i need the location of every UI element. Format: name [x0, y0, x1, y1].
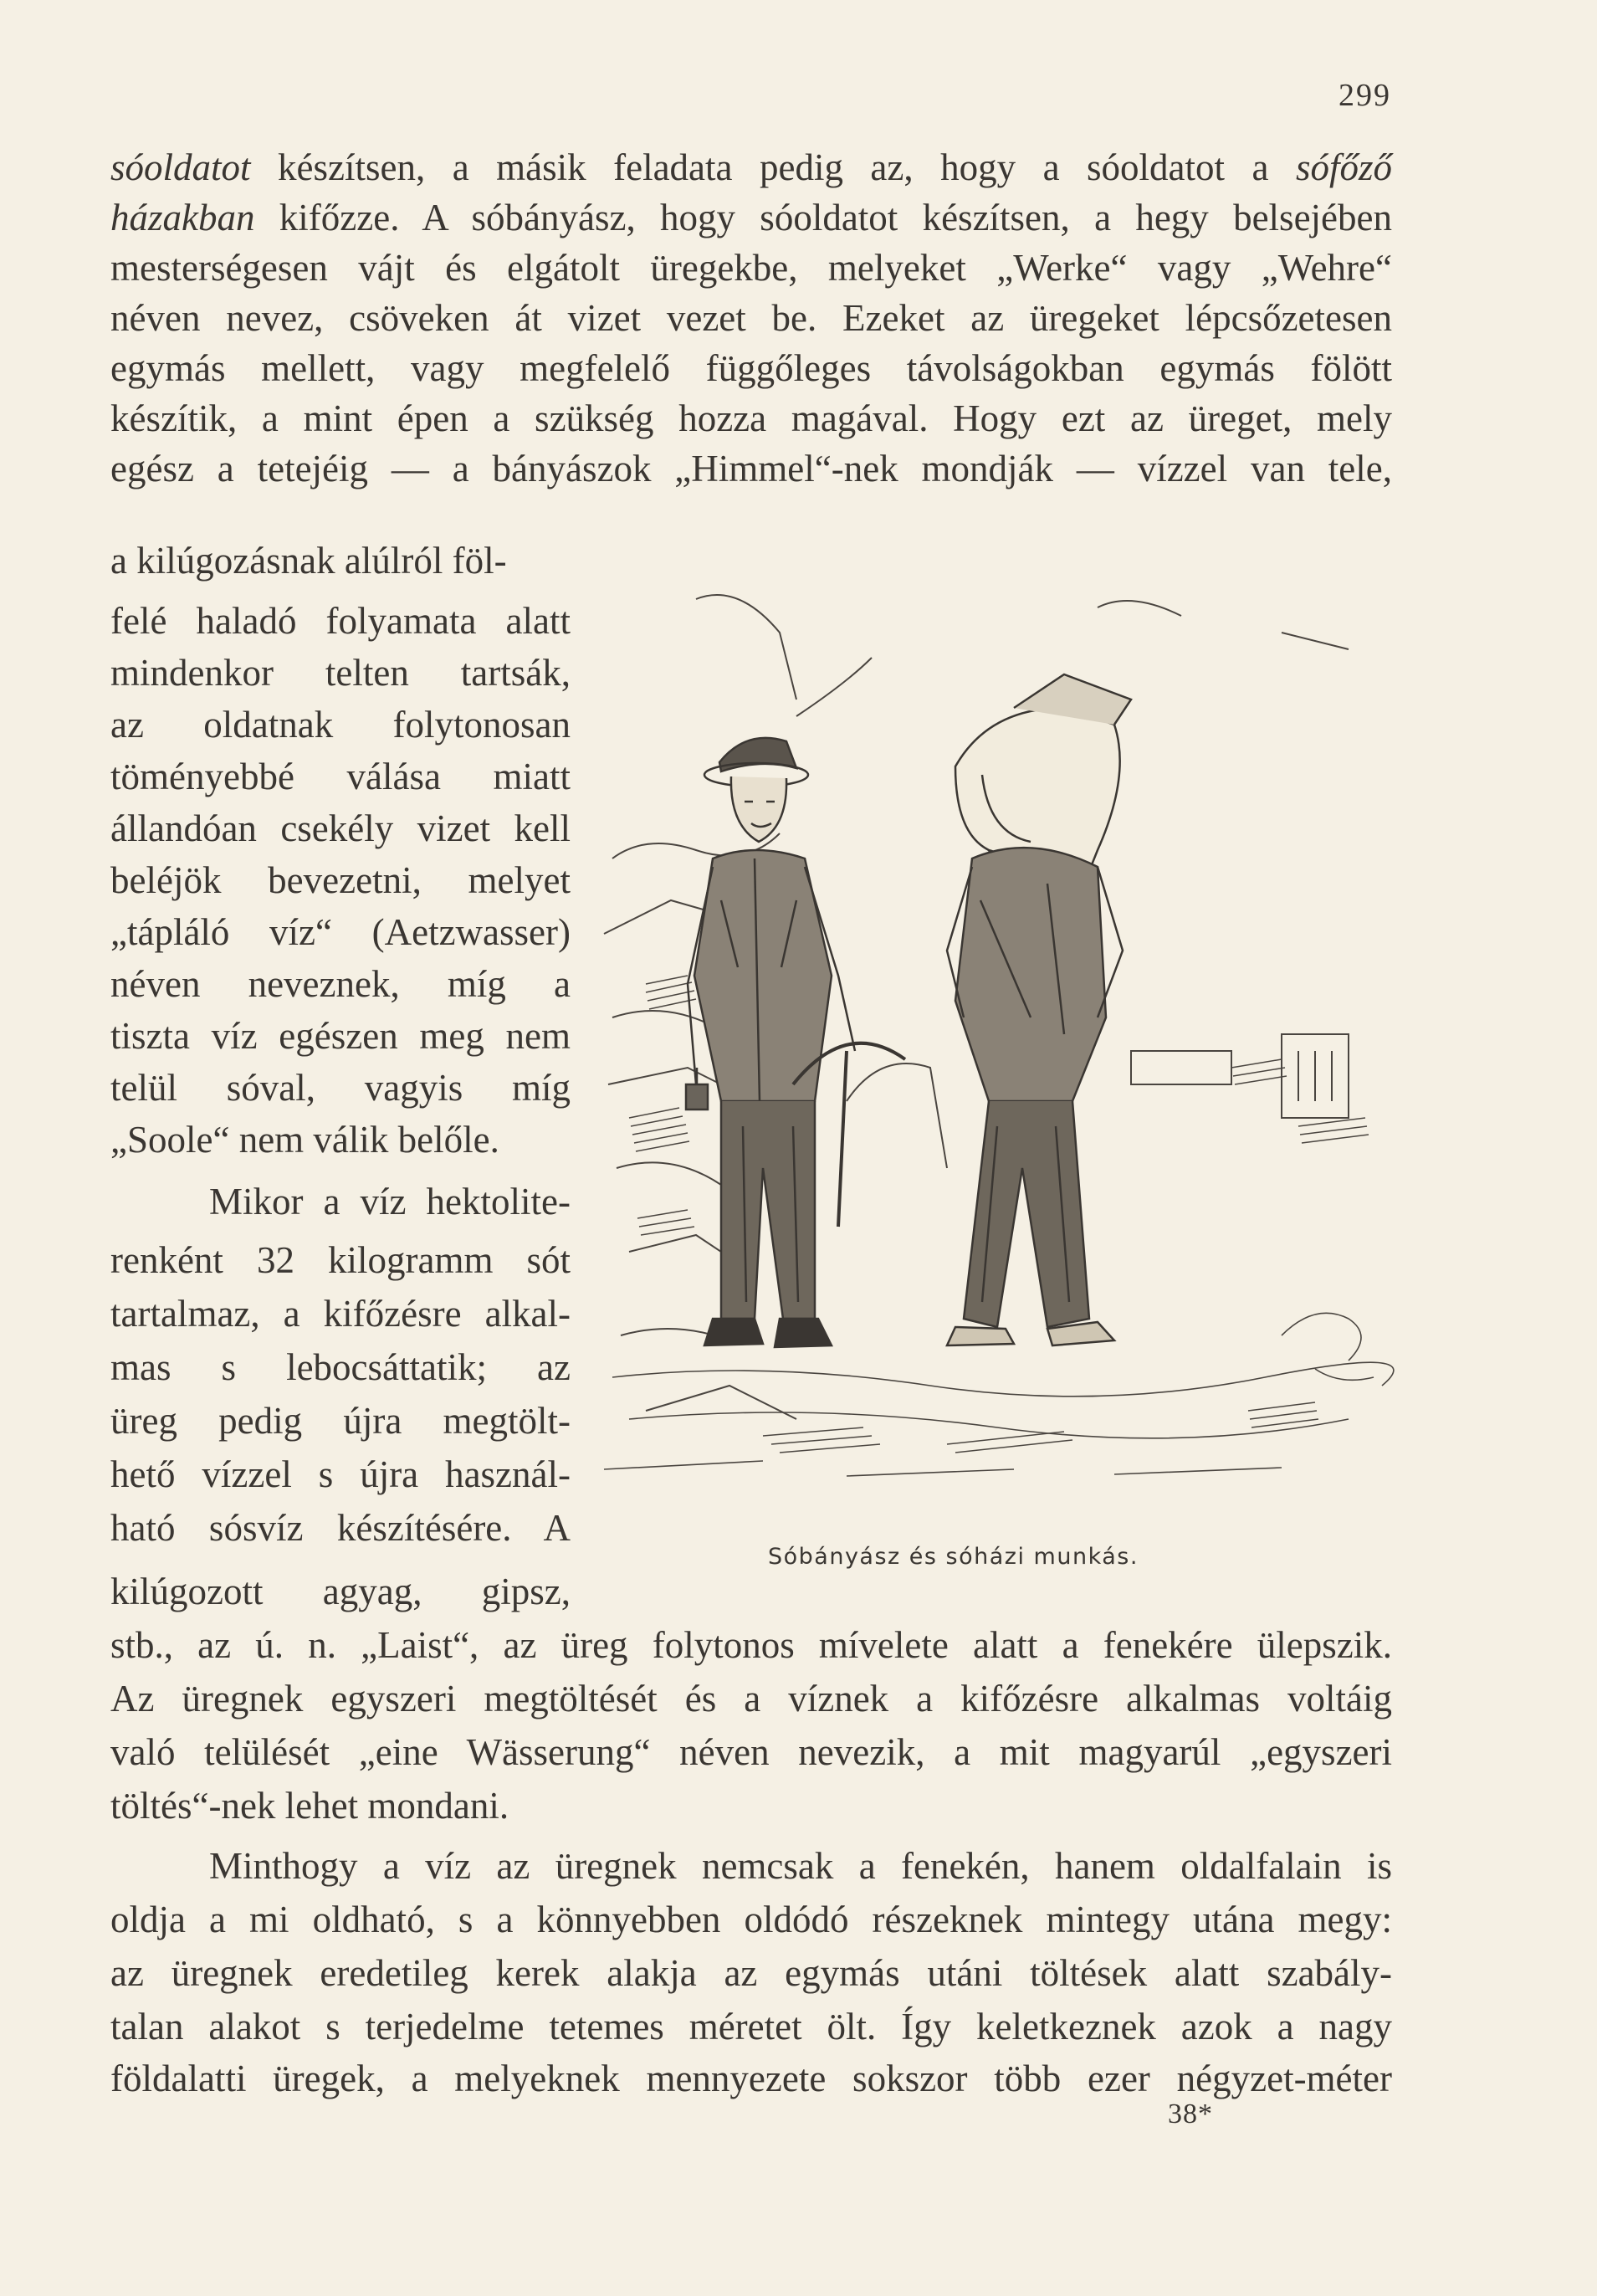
text-line: „Soole“ nem válik belőle.: [110, 1119, 499, 1161]
figure-caption: Sóbányász és sóházi munkás.: [768, 1544, 1139, 1570]
text-line: az oldatnak folytonosan: [110, 704, 571, 746]
text-line: beléjök bevezetni, melyet: [110, 859, 571, 901]
italic-term: házakban: [110, 197, 255, 238]
text-line: oldja a mi oldható, s a könnyebben oldódó részeknek mintegy utána megy:: [110, 1899, 1392, 1940]
text-line: néven neveznek, míg a: [110, 963, 571, 1005]
text-line: [110, 142, 1392, 192]
engraving-svg: [596, 582, 1399, 1511]
text-span: kifőzze. A sóbányász, hogy sóoldatot készítsen, a hegy belsejében: [254, 197, 1392, 238]
text-line: földalatti üregek, a melyeknek mennyezete sokszor több ezer négyzet-méter: [110, 2058, 1392, 2099]
text-line: telül sóval, vagyis míg: [110, 1067, 571, 1109]
illustration-miners: [596, 582, 1399, 1511]
text-line: tartalmaz, a kifőzésre alkal-: [110, 1293, 571, 1335]
text-line: stb., az ú. n. „Laist“, az üreg folytonos mívelete alatt a fenekére ülepszik.: [110, 1624, 1392, 1666]
text-line: kilúgozott agyag, gipsz,: [110, 1571, 571, 1612]
signature-mark: 38*: [1168, 2099, 1213, 2129]
text-line: [110, 192, 1392, 243]
text-line: mindenkor telten tartsák,: [110, 652, 571, 694]
text-line: Az üregnek egyszeri megtöltését és a víznek a kifőzésre alkalmas voltáig: [110, 1678, 1392, 1719]
text-line: mas s lebocsáttatik; az: [110, 1346, 571, 1388]
text-line: hető vízzel s újra használ-: [110, 1453, 571, 1495]
text-line: talan alakot s terjedelme tetemes méretet ölt. Így keletkeznek azok a nagy: [110, 2006, 1392, 2047]
text-line: néven nevez, csöveken át vizet vezet be. Ezeket az üregeket lépcsőzetesen: [110, 297, 1392, 339]
text-line: renként 32 kilogramm sót: [110, 1239, 571, 1281]
text-line: tiszta víz egészen meg nem: [110, 1015, 571, 1057]
text-line: az üregnek eredetileg kerek alakja az egymás utáni töltések alatt szabály-: [110, 1952, 1392, 1994]
text-line: való telülését „eine Wässerung“ néven nevezik, a mit magyarúl „egyszeri: [110, 1731, 1392, 1773]
text-line: készítik, a mint épen a szükség hozza magával. Hogy ezt az üreget, mely: [110, 397, 1392, 439]
text-line: töményebbé válása miatt: [110, 756, 571, 797]
text-line: üreg pedig újra megtölt-: [110, 1400, 571, 1442]
text-line: felé haladó folyamata alatt: [110, 600, 571, 642]
text-line: egész a tetejéig — a bányászok „Himmel“-nek mondják — vízzel van tele,: [110, 448, 1392, 489]
text-line: ható sósvíz készítésére. A: [110, 1507, 571, 1549]
text-span: készítsen, a másik feladata pedig az, hogy a sóoldatot a: [250, 146, 1296, 188]
italic-term: sóoldatot: [110, 146, 251, 188]
text-line: a kilúgozásnak alúlról föl-: [110, 540, 507, 582]
text-line: mesterségesen vájt és elgátolt üregekbe, melyeket „Werke“ vagy „Wehre“: [110, 247, 1392, 289]
text-line: „tápláló víz“ (Aetzwasser): [110, 911, 571, 953]
page-number: 299: [1339, 78, 1391, 113]
text-line: töltés“-nek lehet mondani.: [110, 1785, 509, 1827]
text-line: Mikor a víz hektolite-: [209, 1181, 571, 1222]
text-line: egymás mellett, vagy megfelelő függőleges távolságokban egymás fölött: [110, 347, 1392, 389]
italic-term: sófőző: [1295, 146, 1392, 188]
text-line: állandóan csekély vizet kell: [110, 807, 571, 849]
text-line: Minthogy a víz az üregnek nemcsak a fenekén, hanem oldalfalain is: [209, 1845, 1392, 1887]
